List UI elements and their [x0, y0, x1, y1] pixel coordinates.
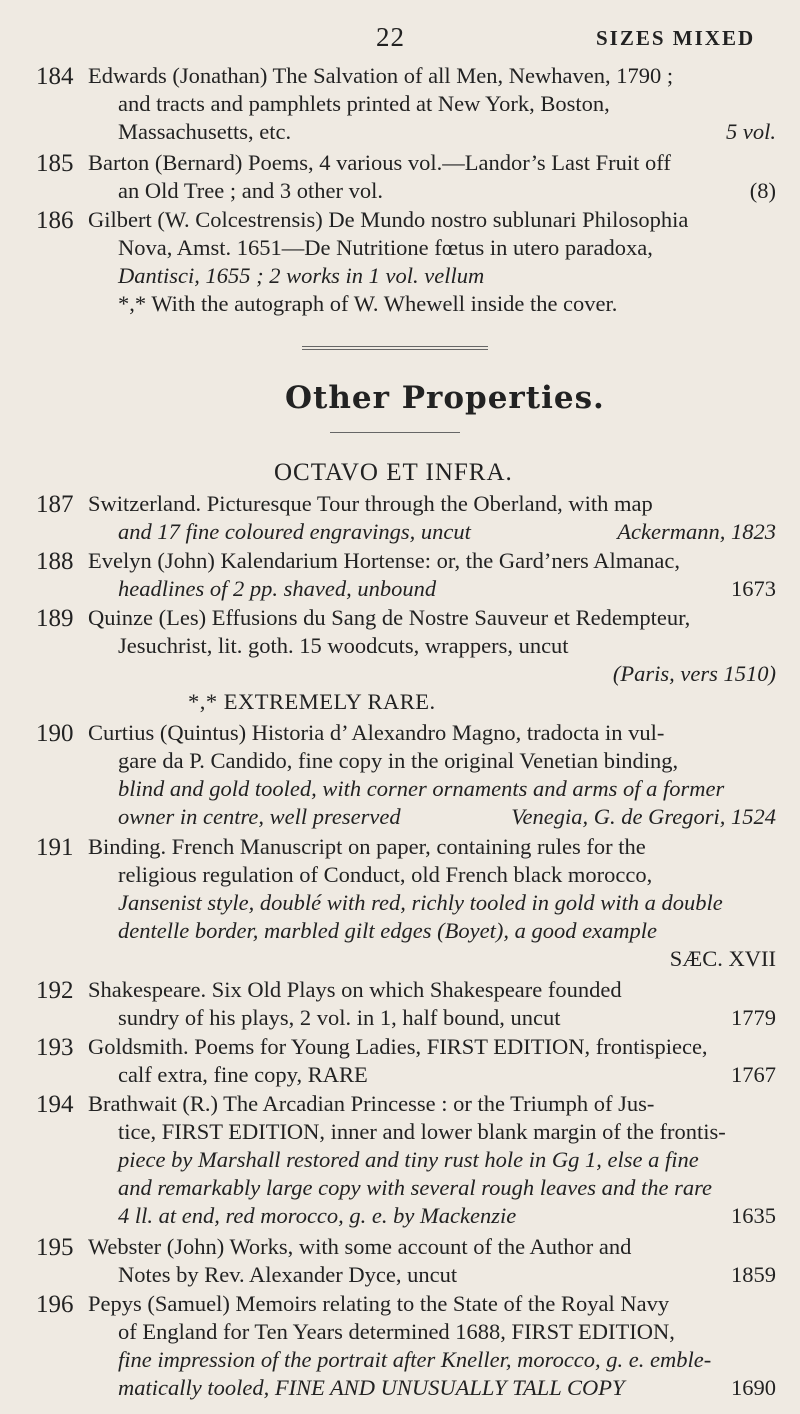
- lot-line: tice, FIRST EDITION, inner and lower blank margin of the frontis-: [118, 1119, 726, 1144]
- lot-entry: [88, 1090, 776, 1230]
- lot-line: dentelle border, marbled gilt edges (Boyet), a good example: [118, 918, 658, 943]
- lot-number: 196: [36, 1291, 74, 1318]
- lot-entry: [88, 547, 776, 603]
- lot-line: and tracts and pamphlets printed at New York, Boston,: [118, 91, 610, 116]
- lot-line: Dantisci, 1655 ; 2 works in 1 vol. vellum: [118, 263, 485, 288]
- lot-line: and 17 fine coloured engravings, uncut: [118, 519, 471, 544]
- lot-line: Jesuchrist, lit. goth. 15 woodcuts, wrappers, uncut: [118, 633, 569, 658]
- lot-line: Jansenist style, doublé with red, richly tooled in gold with a double: [118, 890, 723, 915]
- lot-number: 187: [36, 491, 74, 518]
- divider-rule: [302, 346, 488, 347]
- lot-line: Curtius (Quintus) Historia d’ Alexandro Magno, tradocta in vul-: [88, 720, 665, 745]
- lot-line: gare da P. Candido, fine copy in the original Venetian binding,: [118, 748, 679, 773]
- lot-line: Webster (John) Works, with some account of the Author and: [88, 1234, 632, 1259]
- lot-number: 190: [36, 720, 74, 747]
- lot-number: 188: [36, 548, 74, 575]
- lot-line: Gilbert (W. Colcestrensis) De Mundo nostro sublunari Philosophia: [88, 207, 689, 232]
- lot-entry: [88, 1033, 776, 1089]
- lot-number: 194: [36, 1091, 74, 1118]
- divider-rule: [330, 432, 460, 433]
- lot-number: 193: [36, 1034, 74, 1061]
- lot-line: 1673: [731, 576, 776, 601]
- lot-number: 192: [36, 977, 74, 1004]
- lot-line: piece by Marshall restored and tiny rust hole in Gg 1, else a fine: [118, 1147, 699, 1172]
- lot-entry: [88, 976, 776, 1032]
- lot-line: Edwards (Jonathan) The Salvation of all Men, Newhaven, 1790 ;: [88, 63, 674, 88]
- lot-line: fine impression of the portrait after Kneller, morocco, g. e. emble-: [118, 1347, 712, 1372]
- lot-line: Binding. French Manuscript on paper, containing rules for the: [88, 834, 646, 859]
- lot-line: Quinze (Les) Effusions du Sang de Nostre Sauveur et Redempteur,: [88, 605, 691, 630]
- lot-line: Pepys (Samuel) Memoirs relating to the State of the Royal Navy: [88, 1291, 670, 1316]
- lot-line: sundry of his plays, 2 vol. in 1, half bound, uncut: [118, 1005, 561, 1030]
- lot-line: 4 ll. at end, red morocco, g. e. by Mackenzie: [118, 1203, 517, 1228]
- running-title: SIZES MIXED: [596, 26, 756, 50]
- lot-line: Barton (Bernard) Poems, 4 various vol.—Landor’s Last Fruit off: [88, 150, 671, 175]
- lot-line: Shakespeare. Six Old Plays on which Shakespeare founded: [88, 977, 622, 1002]
- lot-entry: [88, 1290, 776, 1402]
- divider-rule: [302, 349, 488, 350]
- lot-line: 1779: [731, 1005, 776, 1030]
- lot-entry: [88, 206, 776, 318]
- lot-entry: [88, 149, 776, 205]
- lot-line: religious regulation of Conduct, old French black morocco,: [118, 862, 653, 887]
- lot-line: owner in centre, well preserved: [118, 804, 401, 829]
- lot-line: Evelyn (John) Kalendarium Hortense: or, the Gard’ners Almanac,: [88, 548, 681, 573]
- lot-line: matically tooled, FINE AND UNUSUALLY TALL COPY: [118, 1375, 625, 1400]
- lot-line: blind and gold tooled, with corner ornaments and arms of a former: [118, 776, 725, 801]
- lot-line: Brathwait (R.) The Arcadian Princesse : or the Triumph of Jus-: [88, 1091, 655, 1116]
- lot-line: (Paris, vers 1510): [612, 661, 776, 686]
- lot-line: Notes by Rev. Alexander Dyce, uncut: [118, 1262, 458, 1287]
- lot-number: 186: [36, 207, 74, 234]
- lot-line: SÆC. XVII: [669, 946, 776, 971]
- lot-entry: [88, 719, 776, 831]
- lot-entry: [88, 62, 776, 146]
- lot-line: 5 vol.: [726, 119, 776, 144]
- lot-number: 185: [36, 150, 74, 177]
- lot-note: *,* With the autograph of W. Whewell inside the cover.: [118, 291, 618, 316]
- page-header: [0, 10, 800, 50]
- lot-line: Goldsmith. Poems for Young Ladies, FIRST EDITION, frontispiece,: [88, 1034, 708, 1059]
- lot-line: Venegia, G. de Gregori, 1524: [511, 804, 776, 829]
- lot-entry: [88, 604, 776, 716]
- lot-line: and remarkably large copy with several rough leaves and the rare: [118, 1175, 713, 1200]
- lot-line: 1767: [731, 1062, 776, 1087]
- lot-line: (8): [749, 178, 776, 203]
- lot-number: 195: [36, 1234, 74, 1261]
- lot-line: 1690: [731, 1375, 776, 1400]
- lot-entry: [88, 1233, 776, 1289]
- lot-line: 1635: [731, 1203, 776, 1228]
- lot-line: Switzerland. Picturesque Tour through the Oberland, with map: [88, 491, 653, 516]
- section-title: Other Properties.: [285, 380, 605, 416]
- subsection-title: OCTAVO ET INFRA.: [274, 459, 513, 486]
- lot-note: *,* EXTREMELY RARE.: [188, 689, 436, 714]
- lot-line: of England for Ten Years determined 1688, FIRST EDITION,: [118, 1319, 675, 1344]
- lot-entry: [88, 490, 776, 546]
- page-number: 22: [376, 22, 405, 52]
- lot-line: Nova, Amst. 1651—De Nutritione fœtus in utero paradoxa,: [118, 235, 653, 260]
- lot-line: calf extra, fine copy, RARE: [118, 1062, 368, 1087]
- lot-line: Ackermann, 1823: [617, 519, 776, 544]
- lot-line: 1859: [731, 1262, 776, 1287]
- lot-line: Massachusetts, etc.: [118, 119, 292, 144]
- lot-entry: [88, 833, 776, 973]
- lot-line: headlines of 2 pp. shaved, unbound: [118, 576, 437, 601]
- lot-number: 184: [36, 63, 74, 90]
- lot-line: an Old Tree ; and 3 other vol.: [118, 178, 383, 203]
- lot-number: 191: [36, 834, 74, 861]
- lot-number: 189: [36, 605, 74, 632]
